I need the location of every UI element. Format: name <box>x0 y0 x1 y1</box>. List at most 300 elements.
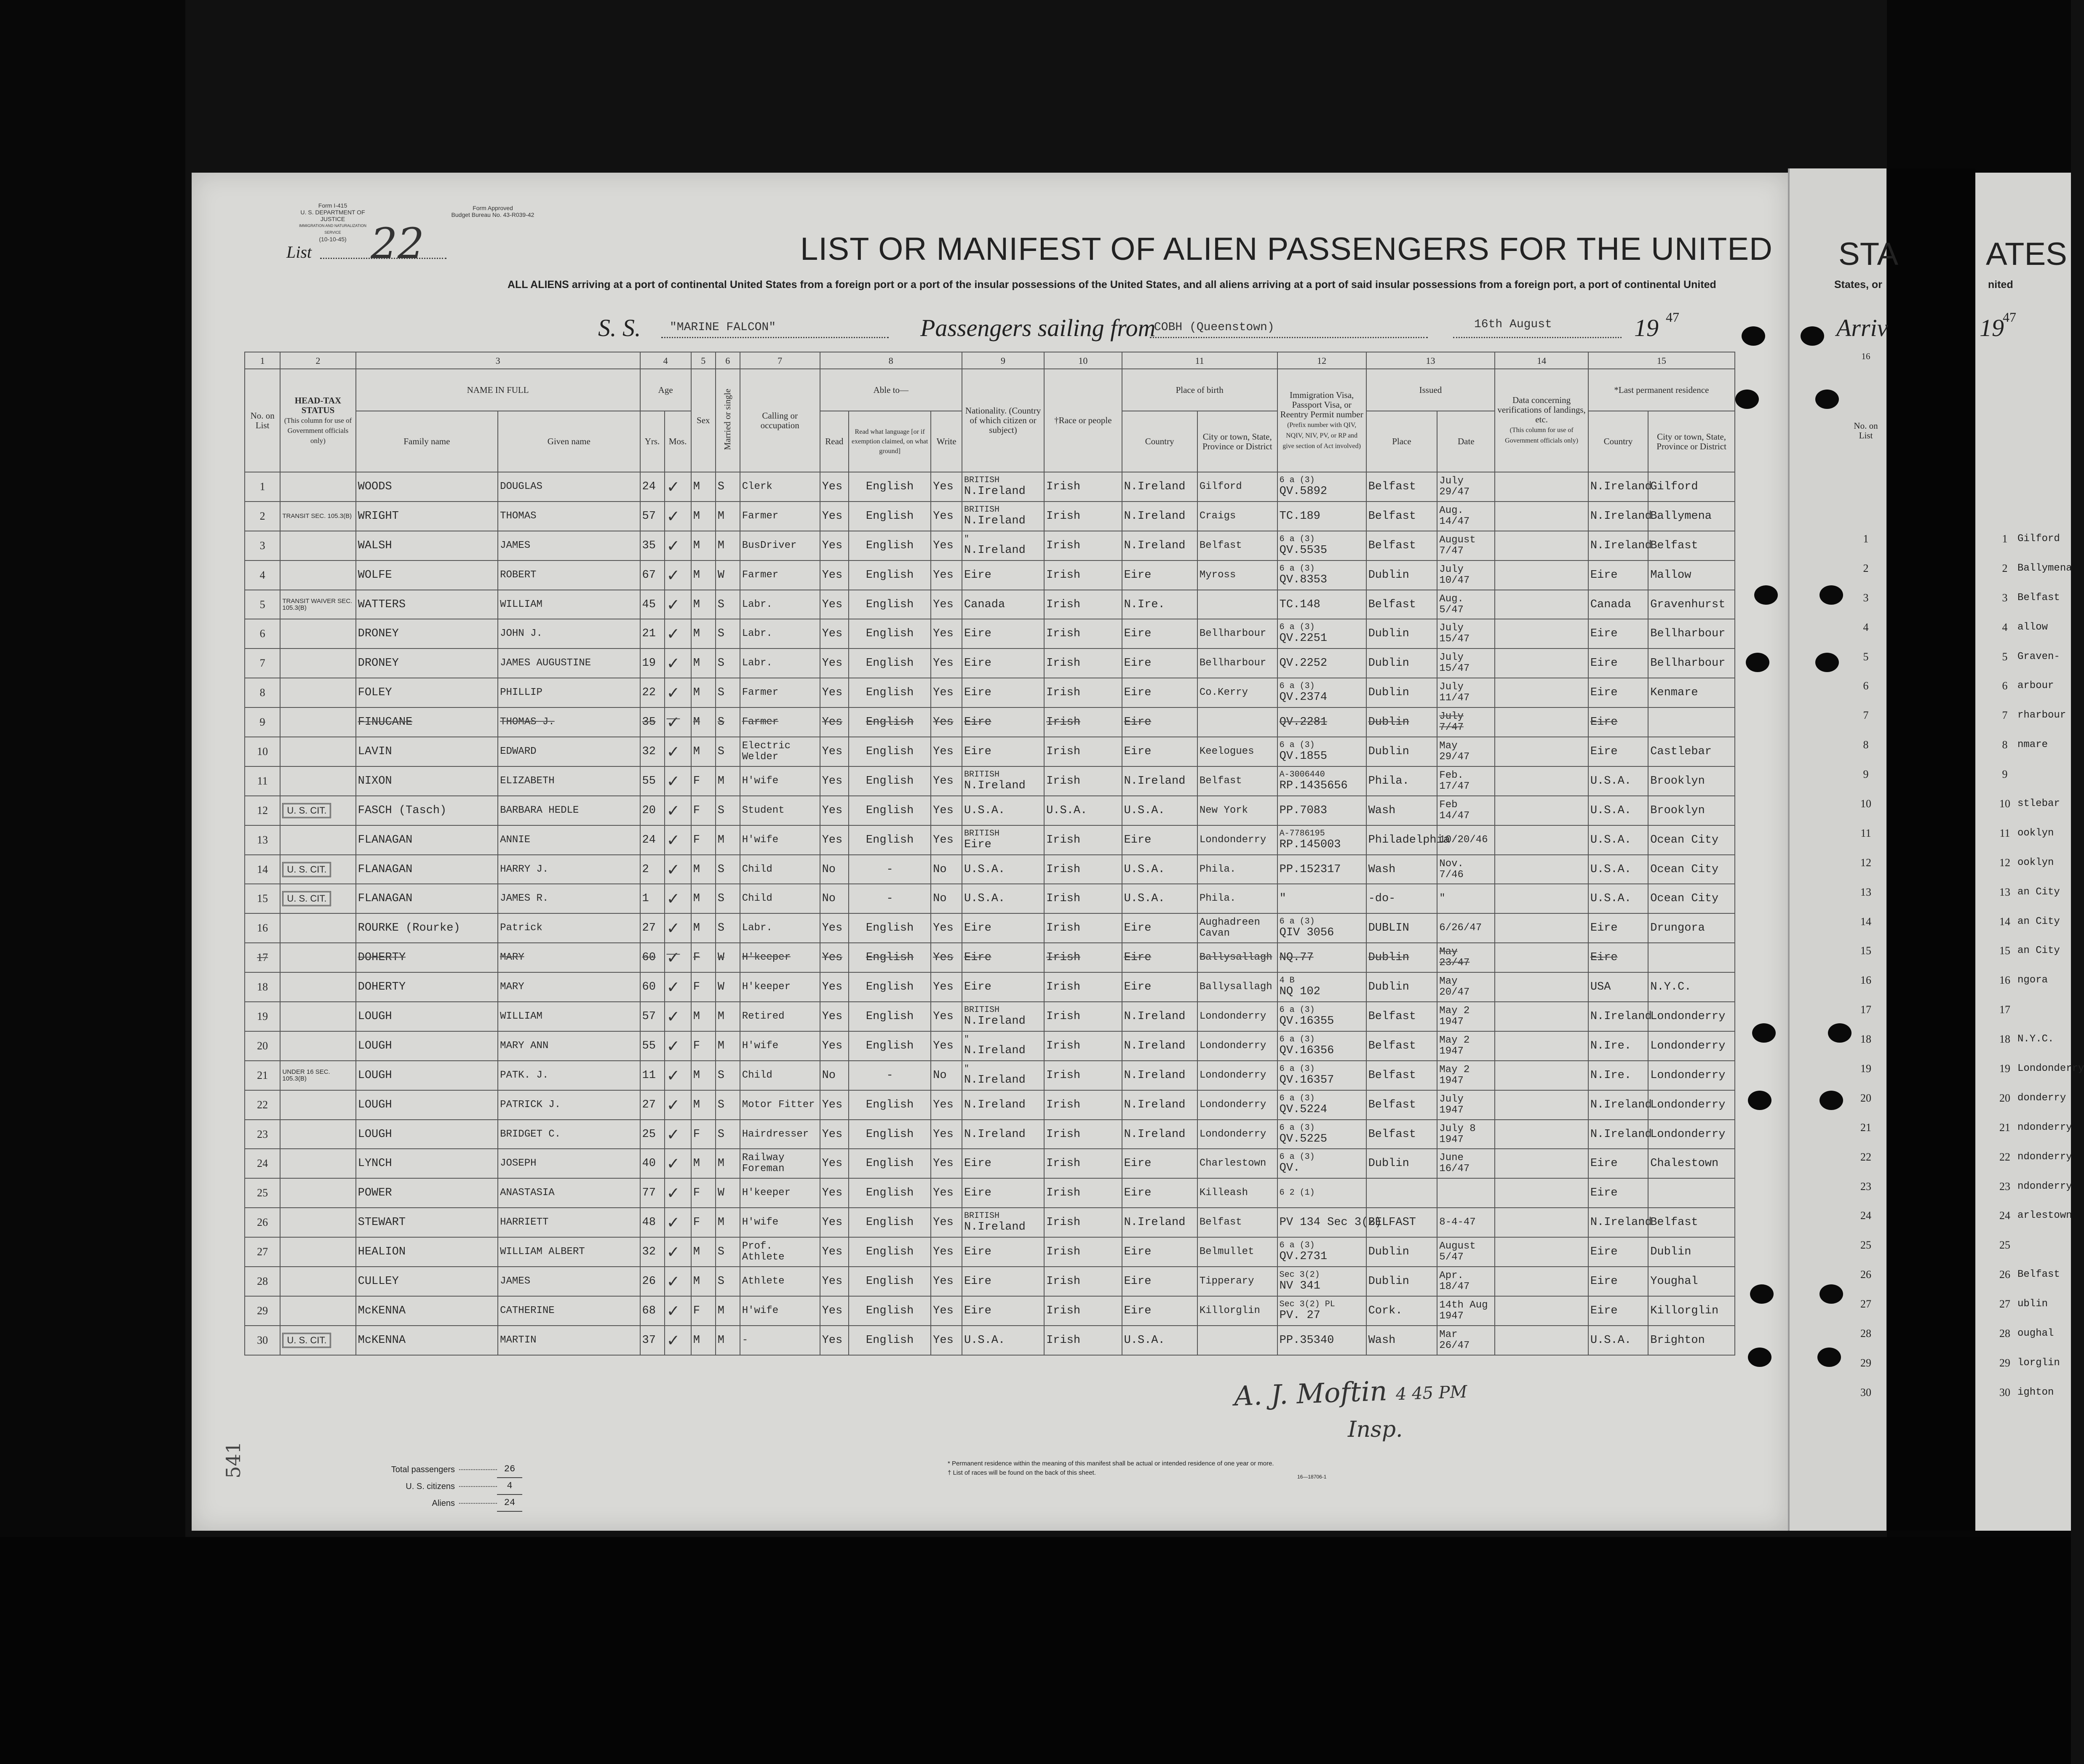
cell-given: WILLIAM <box>498 590 640 619</box>
punch-hole <box>1801 326 1824 346</box>
cell-tax <box>280 825 355 855</box>
check-mark-icon: ✓ <box>666 860 680 879</box>
far-row-number: 16 <box>1999 974 2010 987</box>
cell-country: Eire <box>1122 943 1197 972</box>
sailing-date: 16th August <box>1474 318 1552 331</box>
cell-country: N.Ireland <box>1122 531 1197 560</box>
cell-visa <box>1277 619 1366 648</box>
cell-res_city: Londonderry <box>1648 1090 1735 1120</box>
cell-write: Yes <box>931 972 962 1002</box>
cell-race: Irish <box>1044 648 1122 678</box>
far-residence-fragment: donderry <box>2017 1092 2066 1104</box>
cell-tax <box>280 619 355 648</box>
cell-tax <box>280 913 355 943</box>
cell-res_city: Drungora <box>1648 913 1735 943</box>
cell-given: ROBERT <box>498 560 640 590</box>
cell-sex: F <box>691 1031 716 1061</box>
visa-value: QV. <box>1279 1162 1300 1175</box>
right-row-number: 26 <box>1860 1268 1871 1281</box>
head-tax-note: (This column for use of Government officials only) <box>284 416 352 445</box>
cell-race: Irish <box>1044 1326 1122 1355</box>
cell-read: Yes <box>820 472 849 502</box>
cell-city: Belfast <box>1197 531 1277 560</box>
cell-nat: U.S.A. <box>962 855 1044 884</box>
cell-nat: Eire <box>962 1296 1044 1326</box>
cell-lang: English <box>849 590 931 619</box>
table-row <box>245 884 1735 913</box>
cell-ms: M <box>716 1002 740 1031</box>
visa-annotation: 6 a (3) <box>1279 622 1315 632</box>
cell-yrs: 27 <box>640 1090 665 1120</box>
cell-data <box>1495 1267 1588 1296</box>
right-row-number: 10 <box>1860 798 1871 810</box>
cell-place: Belfast <box>1366 590 1437 619</box>
cell-ms: M <box>716 1326 740 1355</box>
cell-n: 2 <box>245 502 280 531</box>
year-prefix: 19 <box>1634 314 1659 342</box>
cell-lang: English <box>849 1031 931 1061</box>
cell-race: Irish <box>1044 1061 1122 1090</box>
cell-n: 25 <box>245 1178 280 1208</box>
last-residence-header: *Last permanent residence <box>1588 369 1735 411</box>
table-row <box>245 619 1735 648</box>
right-no-on-list: No. on List <box>1854 421 1878 440</box>
cell-family: WATTERS <box>356 590 498 619</box>
nationality-annotation: BRITISH <box>964 1211 999 1221</box>
cell-data <box>1495 1061 1588 1090</box>
far-residence-fragment: ngora <box>2017 974 2048 986</box>
punch-hole <box>1815 390 1839 409</box>
cell-read: Yes <box>820 1120 849 1149</box>
cell-lang: English <box>849 913 931 943</box>
cell-yrs: 25 <box>640 1120 665 1149</box>
col-num: 5 <box>691 352 716 369</box>
cell-mos <box>665 972 691 1002</box>
cell-res_country: Eire <box>1588 707 1648 737</box>
cell-given: HARRIETT <box>498 1208 640 1237</box>
cell-family: WALSH <box>356 531 498 560</box>
right-row-number: 19 <box>1860 1062 1871 1075</box>
cell-date: July 15/47 <box>1437 648 1495 678</box>
cell-visa <box>1277 531 1366 560</box>
cell-date <box>1437 1178 1495 1208</box>
punch-hole <box>1815 653 1839 672</box>
cell-res_country: U.S.A. <box>1588 796 1648 825</box>
cell-date: July 15/47 <box>1437 619 1495 648</box>
check-mark-icon: ✓ <box>666 978 680 997</box>
cell-given: BRIDGET C. <box>498 1120 640 1149</box>
cell-date: May 2 1947 <box>1437 1061 1495 1090</box>
right-row-number: 22 <box>1860 1150 1871 1163</box>
cell-city: Tipperary <box>1197 1267 1277 1296</box>
cell-visa: QV.2281 <box>1277 707 1366 737</box>
right-row-number: 18 <box>1860 1033 1871 1046</box>
cell-place: Dublin <box>1366 678 1437 707</box>
cell-n: 11 <box>245 766 280 796</box>
far-residence-fragment <box>2017 995 2068 1025</box>
cell-tax <box>280 1208 355 1237</box>
right-row-number: 23 <box>1860 1180 1871 1193</box>
cell-res_city: Youghal <box>1648 1267 1735 1296</box>
cell-mos <box>665 1208 691 1237</box>
cell-country: U.S.A. <box>1122 1326 1197 1355</box>
manifest-subtitle: ALL ALIENS arriving at a port of continental United States from a foreign port or a port of the insular possessions of the United States, and all aliens arriving at a port of said insular possessions from a foreign port, a port of continental United <box>508 279 1716 291</box>
cell-date: May 23/47 <box>1437 943 1495 972</box>
cell-read: Yes <box>820 619 849 648</box>
cell-nat: Eire <box>962 972 1044 1002</box>
table-row <box>245 1149 1735 1178</box>
cell-lang: English <box>849 1002 931 1031</box>
punch-hole <box>1819 585 1843 605</box>
cell-tax <box>280 1267 355 1296</box>
place-of-birth-header: Place of birth <box>1122 369 1277 411</box>
cell-family: WOODS <box>356 472 498 502</box>
cell-visa <box>1277 1031 1366 1061</box>
far-residence-fragment: ighton <box>2017 1386 2054 1398</box>
cell-mos <box>665 1237 691 1267</box>
nationality-value: N.Ireland <box>964 1073 1026 1086</box>
far-row-number: 23 <box>1999 1180 2010 1193</box>
nationality-annotation: BRITISH <box>964 475 999 485</box>
visa-header <box>1277 369 1366 472</box>
check-mark-icon: ✓ <box>666 566 680 584</box>
cell-read: Yes <box>820 1296 849 1326</box>
cell-data <box>1495 825 1588 855</box>
cell-visa <box>1277 1267 1366 1296</box>
right-row-number: 5 <box>1863 650 1869 663</box>
right-row-number: 15 <box>1860 945 1871 957</box>
cell-write: Yes <box>931 619 962 648</box>
cell-write: No <box>931 855 962 884</box>
cell-tax <box>280 737 355 766</box>
residence-city-header: City or town, State, Province or District <box>1648 411 1735 472</box>
far-row-number: 8 <box>2002 739 2008 751</box>
cell-n: 16 <box>245 913 280 943</box>
cell-sex: M <box>691 913 716 943</box>
cell-city: New York <box>1197 796 1277 825</box>
cell-n: 7 <box>245 648 280 678</box>
issued-header: Issued <box>1366 369 1495 411</box>
cell-write: Yes <box>931 1090 962 1120</box>
cell-write: Yes <box>931 472 962 502</box>
cell-nat: Eire <box>962 648 1044 678</box>
col-num: 13 <box>1366 352 1495 369</box>
signature-time: 4 45 PM <box>1395 1382 1468 1404</box>
table-row <box>245 1296 1735 1326</box>
cell-ms: S <box>716 619 740 648</box>
visa-value: QV.16356 <box>1279 1044 1334 1057</box>
col-num: 6 <box>716 352 740 369</box>
table-row <box>245 913 1735 943</box>
cell-nat: Eire <box>962 560 1044 590</box>
nationality-annotation: BRITISH <box>964 828 999 838</box>
port-line <box>1150 337 1428 338</box>
cell-yrs: 35 <box>640 531 665 560</box>
cell-read: Yes <box>820 913 849 943</box>
visa-annotation: 6 a (3) <box>1279 917 1315 927</box>
cell-calling: Child <box>740 1061 820 1090</box>
cell-country: Eire <box>1122 737 1197 766</box>
cell-yrs: 22 <box>640 678 665 707</box>
cell-place: Wash <box>1366 1326 1437 1355</box>
cell-write: Yes <box>931 1002 962 1031</box>
table-row <box>245 972 1735 1002</box>
cell-country: N.Ireland <box>1122 1061 1197 1090</box>
nationality-annotation: " <box>964 1064 969 1074</box>
visa-value: QV.5535 <box>1279 544 1328 557</box>
cell-race: Irish <box>1044 972 1122 1002</box>
cell-date: Aug. 5/47 <box>1437 590 1495 619</box>
cell-n: 1 <box>245 472 280 502</box>
punch-hole <box>1754 585 1778 605</box>
table-row <box>245 1031 1735 1061</box>
cell-data <box>1495 502 1588 531</box>
cell-mos <box>665 560 691 590</box>
check-mark-icon: ✓ <box>666 1272 680 1291</box>
cell-res_country: N.Ireland <box>1588 531 1648 560</box>
visa-value: QV.16357 <box>1279 1073 1334 1086</box>
ship-line <box>661 337 889 338</box>
data-concerning-label: Data concerning verifications of landings, etc. <box>1497 395 1586 424</box>
far-row-number: 27 <box>1999 1298 2010 1310</box>
cell-visa <box>1277 1120 1366 1149</box>
cell-mos <box>665 590 691 619</box>
cell-given: ANASTASIA <box>498 1178 640 1208</box>
cell-tax <box>280 1061 355 1090</box>
nationality-annotation: " <box>964 534 969 544</box>
cell-calling: Child <box>740 855 820 884</box>
cell-tax <box>280 884 355 913</box>
visa-annotation: 6 a (3) <box>1279 740 1315 750</box>
head-tax-label: HEAD-TAX STATUS <box>294 395 342 415</box>
cell-yrs: 40 <box>640 1149 665 1178</box>
cell-mos <box>665 472 691 502</box>
ship-prefix: S. S. <box>598 314 641 342</box>
cell-n: 27 <box>245 1237 280 1267</box>
cell-given: ANNIE <box>498 825 640 855</box>
col-num: 3 <box>356 352 640 369</box>
right-row-number: 7 <box>1863 709 1869 722</box>
far-row-number: 21 <box>1999 1121 2010 1134</box>
visa-annotation: A-3006440 <box>1279 769 1325 779</box>
visa-value: QV.5892 <box>1279 485 1328 498</box>
cell-ms: S <box>716 1120 740 1149</box>
cell-ms: S <box>716 796 740 825</box>
cell-write: Yes <box>931 943 962 972</box>
cell-res_city: Brooklyn <box>1648 766 1735 796</box>
cell-ms: M <box>716 1296 740 1326</box>
cell-given: EDWARD <box>498 737 640 766</box>
cell-n: 21 <box>245 1061 280 1090</box>
cell-ms: W <box>716 972 740 1002</box>
cell-family: STEWART <box>356 1208 498 1237</box>
cell-yrs: 19 <box>640 648 665 678</box>
cell-city: Londonderry <box>1197 1061 1277 1090</box>
col-num: 12 <box>1277 352 1366 369</box>
cell-family: WRIGHT <box>356 502 498 531</box>
cell-place: Belfast <box>1366 1031 1437 1061</box>
cell-country: Eire <box>1122 560 1197 590</box>
cell-res_country: Eire <box>1588 560 1648 590</box>
read-header: Read <box>820 411 849 472</box>
visa-value: NV 341 <box>1279 1279 1320 1292</box>
table-row <box>245 648 1735 678</box>
manifest-body <box>245 472 1735 1355</box>
cell-given: PHILLIP <box>498 678 640 707</box>
cell-country: N.Ireland <box>1122 766 1197 796</box>
cell-lang: English <box>849 825 931 855</box>
cell-nat <box>962 825 1044 855</box>
far-row-number: 15 <box>1999 945 2010 957</box>
cell-date: July 1947 <box>1437 1090 1495 1120</box>
cell-ms: S <box>716 737 740 766</box>
cell-res_country: N.Ireland <box>1588 472 1648 502</box>
cell-calling: H'wife <box>740 825 820 855</box>
cell-data <box>1495 1237 1588 1267</box>
married-single-header <box>716 369 740 472</box>
cell-nat: Eire <box>962 678 1044 707</box>
cell-given: MARY ANN <box>498 1031 640 1061</box>
visa-value: QV.16355 <box>1279 1014 1334 1027</box>
far-row-number: 1 <box>2002 533 2008 545</box>
check-mark-icon: ✓ <box>666 948 680 967</box>
cell-visa <box>1277 1237 1366 1267</box>
cell-city: Ballysallagh <box>1197 972 1277 1002</box>
far-row-number: 20 <box>1999 1091 2010 1104</box>
cell-race: U.S.A. <box>1044 796 1122 825</box>
far-row-number: 12 <box>1999 856 2010 869</box>
cell-race: Irish <box>1044 1296 1122 1326</box>
age-header: Age <box>640 369 691 411</box>
cell-family: WOLFE <box>356 560 498 590</box>
far-row-number: 18 <box>1999 1033 2010 1046</box>
cell-tax <box>280 531 355 560</box>
table-row <box>245 1178 1735 1208</box>
cell-tax <box>280 1237 355 1267</box>
cell-data <box>1495 796 1588 825</box>
cell-data <box>1495 1208 1588 1237</box>
cell-family: LOUGH <box>356 1120 498 1149</box>
cell-n: 29 <box>245 1296 280 1326</box>
table-row <box>245 766 1735 796</box>
cell-race: Irish <box>1044 884 1122 913</box>
cell-city: Phila. <box>1197 884 1277 913</box>
visa-value: QV.1855 <box>1279 750 1328 763</box>
cell-visa: QV.2252 <box>1277 648 1366 678</box>
cell-n: 9 <box>245 707 280 737</box>
cell-ms: M <box>716 502 740 531</box>
cell-res_city: Castlebar <box>1648 737 1735 766</box>
mos-header: Mos. <box>665 411 691 472</box>
cell-data <box>1495 619 1588 648</box>
cell-visa <box>1277 560 1366 590</box>
cell-sex: M <box>691 1061 716 1090</box>
cell-visa <box>1277 825 1366 855</box>
visa-annotation: 6 a (3) <box>1279 1034 1315 1044</box>
cell-date: Mar 26/47 <box>1437 1326 1495 1355</box>
visa-value: QV.2374 <box>1279 691 1328 704</box>
cell-date: 6/26/47 <box>1437 913 1495 943</box>
cell-calling: H'wife <box>740 1031 820 1061</box>
far-residence-fragment: nmare <box>2017 739 2048 751</box>
far-row-number: 13 <box>1999 886 2010 898</box>
cell-nat <box>962 472 1044 502</box>
cell-res_country: N.Ire. <box>1588 1061 1648 1090</box>
head-tax-stamp: TRANSIT SEC. 105.3(B) <box>282 512 352 520</box>
cell-date: July 8 1947 <box>1437 1120 1495 1149</box>
cell-res_country: N.Ireland <box>1588 502 1648 531</box>
cell-visa: PP.152317 <box>1277 855 1366 884</box>
cell-city: Co.Kerry <box>1197 678 1277 707</box>
cell-place: Dublin <box>1366 972 1437 1002</box>
cell-data <box>1495 1120 1588 1149</box>
cell-sex: M <box>691 590 716 619</box>
cell-data <box>1495 884 1588 913</box>
cell-family: FINUCANE <box>356 707 498 737</box>
cell-res_city: Ballymena <box>1648 502 1735 531</box>
table-row <box>245 1267 1735 1296</box>
col-num: 2 <box>280 352 355 369</box>
cell-data <box>1495 1326 1588 1355</box>
cell-country: N.Ire. <box>1122 590 1197 619</box>
cell-race: Irish <box>1044 678 1122 707</box>
check-mark-icon: ✓ <box>666 1007 680 1026</box>
calling-header: Calling or occupation <box>740 369 820 472</box>
cell-mos <box>665 855 691 884</box>
cell-race: Irish <box>1044 1178 1122 1208</box>
cell-calling: H'keeper <box>740 943 820 972</box>
right-row-number: 17 <box>1860 1003 1871 1016</box>
inspector-title: Insp. <box>1348 1417 1403 1442</box>
cell-date: July 29/47 <box>1437 472 1495 502</box>
port-of-departure: COBH (Queenstown) <box>1154 321 1274 334</box>
cell-mos <box>665 884 691 913</box>
right-row-number: 3 <box>1863 591 1869 604</box>
cell-race: Irish <box>1044 1002 1122 1031</box>
cell-nat <box>962 531 1044 560</box>
punch-hole <box>1735 390 1759 409</box>
right-row-number: 8 <box>1863 739 1869 751</box>
cell-sex: M <box>691 1237 716 1267</box>
cell-country: N.Ireland <box>1122 502 1197 531</box>
cell-date: May 29/47 <box>1437 737 1495 766</box>
cell-country: U.S.A. <box>1122 796 1197 825</box>
read-language-header: Read what language [or if exemption claimed, on what ground] <box>849 411 931 472</box>
cell-city <box>1197 1326 1277 1355</box>
cell-tax <box>280 472 355 502</box>
check-mark-icon: ✓ <box>666 889 680 908</box>
far-residence-fragment: ublin <box>2017 1298 2048 1310</box>
cell-tax <box>280 1120 355 1149</box>
visa-label: Immigration Visa, Passport Visa, or Reentry Permit number <box>1280 390 1363 419</box>
visa-annotation: 4 B <box>1279 976 1295 986</box>
cell-data <box>1495 678 1588 707</box>
cell-race: Irish <box>1044 825 1122 855</box>
cell-sex: M <box>691 678 716 707</box>
cell-mos <box>665 1149 691 1178</box>
check-mark-icon: ✓ <box>666 507 680 526</box>
far-row-number: 4 <box>2002 621 2008 633</box>
cell-lang: English <box>849 766 931 796</box>
far-residence-fragment: Londonderry <box>2017 1063 2084 1075</box>
cell-ms: S <box>716 590 740 619</box>
visa-value: RP.145003 <box>1279 838 1341 851</box>
cell-lang: English <box>849 1208 931 1237</box>
cell-n: 20 <box>245 1031 280 1061</box>
cell-country: Eire <box>1122 972 1197 1002</box>
us-citizens-label: U. S. citizens <box>406 1482 455 1491</box>
visa-annotation: 6 a (3) <box>1279 1152 1315 1162</box>
